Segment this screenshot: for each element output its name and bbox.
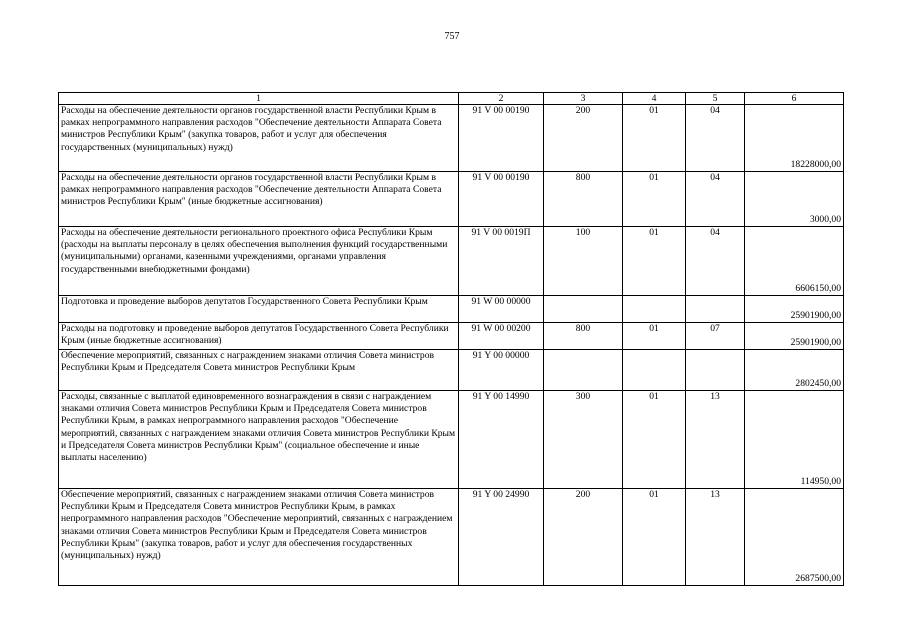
table-row [59,227,844,296]
subsection-code: 13 [686,489,745,586]
column-header: 3 [544,93,623,105]
target-article-code: 91 Y 00 14990 [459,391,544,489]
expense-description: Расходы на обеспечение деятельности органов государственной власти Республики Крым в рамках непрограммного направления расходов "Обеспечение деятельности Аппарата Совета министров Республики Крым" (иные бюджетные ассигнования) [59,172,459,227]
amount: 25901900,00 [745,323,844,350]
section-code: 01 [623,391,686,489]
subsection-code: 04 [686,172,745,227]
table-row [59,172,844,227]
table-row [59,350,844,391]
section-code [623,350,686,391]
amount: 2802450,00 [745,350,844,391]
expense-type-code: 200 [544,489,623,586]
target-article-code: 91 V 00 00190 [459,105,544,172]
subsection-code [686,296,745,323]
expense-description: Расходы на подготовку и проведение выборов депутатов Государственного Совета Республики Крым (иные бюджетные ассигнования) [59,323,459,350]
section-code: 01 [623,323,686,350]
column-header: 6 [745,93,844,105]
subsection-code: 07 [686,323,745,350]
section-code: 01 [623,172,686,227]
expense-description: Обеспечение мероприятий, связанных с награждением знаками отличия Совета министров Республики Крым и Председателя Совета министров Республики Крым [59,350,459,391]
expense-type-code: 800 [544,323,623,350]
expense-type-code: 300 [544,391,623,489]
target-article-code: 91 V 00 0019П [459,227,544,296]
section-code: 01 [623,489,686,586]
expense-type-code [544,296,623,323]
expense-description: Расходы на обеспечение деятельности регионального проектного офиса Республики Крым (расходы на выплаты персоналу в целях обеспечения выполнения функций государственными (муниципальными) органами, казенными учреждениями, органами управления государственными внебюджетными фондами) [59,227,459,296]
budget-table [58,92,844,586]
expense-description: Расходы, связанные с выплатой единовременного вознаграждения в связи с награждением знаками отличия Совета министров Республики Крым и Председателя Совета министров Республики Крым, в рамках непрограммного направления расходов "Обеспечение мероприятий, связанных с награждением знаками отличия Совета министров Республики Крым и Председателя Совета министров Республики Крым" (социальное обеспечение и иные выплаты населению) [59,391,459,489]
expense-type-code: 800 [544,172,623,227]
expense-type-code: 200 [544,105,623,172]
target-article-code: 91 V 00 00190 [459,172,544,227]
table-header-row [59,93,844,105]
section-code: 01 [623,227,686,296]
amount: 18228000,00 [745,105,844,172]
amount: 6606150,00 [745,227,844,296]
table-row [59,296,844,323]
subsection-code: 04 [686,105,745,172]
subsection-code: 04 [686,227,745,296]
target-article-code: 91 Y 00 24990 [459,489,544,586]
column-header: 1 [59,93,459,105]
table-row [59,391,844,489]
table-row [59,489,844,586]
subsection-code: 13 [686,391,745,489]
amount: 114950,00 [745,391,844,489]
target-article-code: 91 Y 00 00000 [459,350,544,391]
page-number: 757 [444,31,460,42]
expense-description: Обеспечение мероприятий, связанных с награждением знаками отличия Совета министров Республики Крым и Председателя Совета министров Республики Крым, в рамках непрограммного направления расходов "Обеспечение мероприятий, связанных с награждением знаками отличия Совета министров Республики Крым и Председателя Совета министров Республики Крым" (закупка товаров, работ и услуг для обеспечения государственных (муниципальных) нужд) [59,489,459,586]
expense-type-code [544,350,623,391]
column-header: 5 [686,93,745,105]
amount: 2687500,00 [745,489,844,586]
section-code [623,296,686,323]
expense-type-code: 100 [544,227,623,296]
column-header: 2 [459,93,544,105]
section-code: 01 [623,105,686,172]
subsection-code [686,350,745,391]
table-row [59,105,844,172]
target-article-code: 91 W 00 00000 [459,296,544,323]
amount: 25901900,00 [745,296,844,323]
table-row [59,323,844,350]
amount: 3000,00 [745,172,844,227]
column-header: 4 [623,93,686,105]
expense-description: Подготовка и проведение выборов депутатов Государственного Совета Республики Крым [59,296,459,323]
expense-description: Расходы на обеспечение деятельности органов государственной власти Республики Крым в рамках непрограммного направления расходов "Обеспечение деятельности Аппарата Совета министров Республики Крым" (закупка товаров, работ и услуг для обеспечения государственных (муниципальных) нужд) [59,105,459,172]
target-article-code: 91 W 00 00200 [459,323,544,350]
